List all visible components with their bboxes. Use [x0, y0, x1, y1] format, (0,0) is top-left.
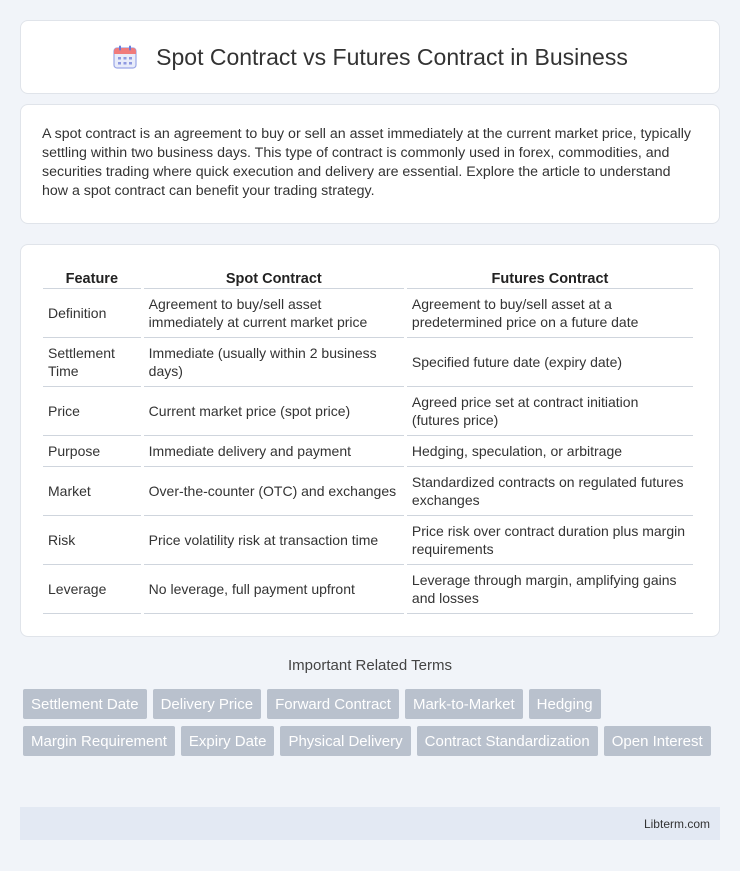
row-feature: Definition — [43, 289, 141, 338]
related-term-tag[interactable]: Mark-to-Market — [405, 689, 523, 719]
related-terms-list — [23, 689, 713, 756]
footer-site-link[interactable]: Libterm.com — [643, 816, 710, 831]
table-row — [43, 565, 693, 614]
calendar-icon — [112, 44, 138, 70]
table-row — [43, 467, 693, 516]
row-feature: Leverage — [43, 565, 141, 614]
row-spot: No leverage, full payment upfront — [144, 565, 404, 614]
comparison-table — [40, 267, 696, 614]
row-spot: Current market price (spot price) — [144, 387, 404, 436]
table-row — [43, 436, 693, 467]
related-term-tag[interactable]: Contract Standardization — [417, 726, 598, 756]
row-spot: Agreement to buy/sell asset immediately at current market price — [144, 289, 404, 338]
row-futures: Price risk over contract duration plus margin requirements — [407, 516, 693, 565]
comparison-table-card — [20, 244, 720, 637]
related-term-tag[interactable]: Expiry Date — [181, 726, 275, 756]
row-spot: Immediate (usually within 2 business days) — [144, 338, 404, 387]
related-term-tag[interactable]: Open Interest — [604, 726, 711, 756]
row-feature: Purpose — [43, 436, 141, 467]
row-futures: Agreement to buy/sell asset at a predetermined price on a future date — [407, 289, 693, 338]
row-spot: Price volatility risk at transaction time — [144, 516, 404, 565]
related-term-tag[interactable]: Forward Contract — [267, 689, 399, 719]
row-spot: Immediate delivery and payment — [144, 436, 404, 467]
header-spot: Spot Contract — [144, 267, 404, 289]
row-feature: Price — [43, 387, 141, 436]
row-feature: Risk — [43, 516, 141, 565]
table-row — [43, 289, 693, 338]
row-futures: Agreed price set at contract initiation (futures price) — [407, 387, 693, 436]
header-feature: Feature — [43, 267, 141, 289]
table-row — [43, 516, 693, 565]
table-row — [43, 387, 693, 436]
row-futures: Leverage through margin, amplifying gains and losses — [407, 565, 693, 614]
related-term-tag[interactable]: Settlement Date — [23, 689, 147, 719]
row-feature: Market — [43, 467, 141, 516]
intro-text: A spot contract is an agreement to buy or sell an asset immediately at the current market price, typically settling within two business days. This type of contract is commonly used in forex, commodities, and securities trading where quick execution and delivery are essential. Explore the article to understand how a spot contract can benefit your trading strategy. — [42, 126, 691, 199]
header-futures: Futures Contract — [407, 267, 693, 289]
table-row — [43, 338, 693, 387]
row-futures: Hedging, speculation, or arbitrage — [407, 436, 693, 467]
related-term-tag[interactable]: Delivery Price — [153, 689, 262, 719]
intro-card — [20, 104, 720, 224]
related-term-tag[interactable]: Physical Delivery — [280, 726, 410, 756]
header-card — [20, 20, 720, 94]
row-futures: Standardized contracts on regulated futures exchanges — [407, 467, 693, 516]
related-term-tag[interactable]: Margin Requirement — [23, 726, 175, 756]
related-terms-title: Important Related Terms — [288, 657, 452, 674]
row-feature: Settlement Time — [43, 338, 141, 387]
footer — [20, 807, 720, 840]
table-header-row — [43, 267, 693, 289]
related-term-tag[interactable]: Hedging — [529, 689, 601, 719]
page-title: Spot Contract vs Futures Contract in Business — [156, 43, 628, 70]
row-spot: Over-the-counter (OTC) and exchanges — [144, 467, 404, 516]
title-wrap — [112, 44, 628, 71]
row-futures: Specified future date (expiry date) — [407, 338, 693, 387]
